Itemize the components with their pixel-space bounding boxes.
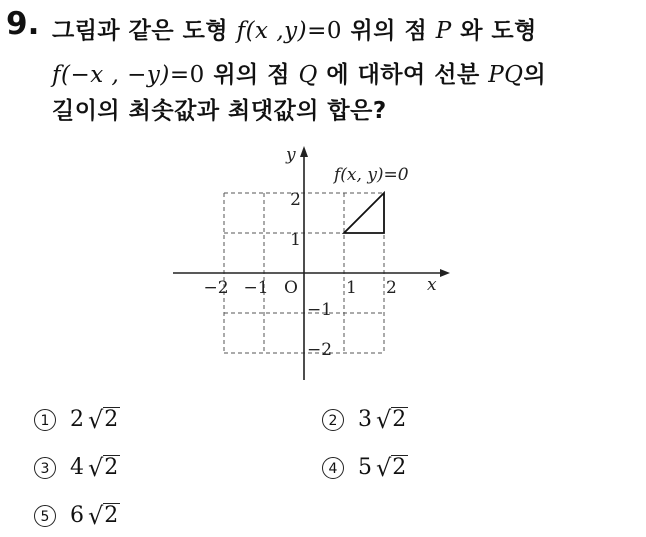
question-line-2 (52, 56, 546, 89)
function-label: f(x, y)=0 (334, 165, 409, 185)
question-line-1 (52, 12, 537, 45)
choice-number: 4 (322, 457, 344, 479)
choice-1[interactable] (34, 407, 120, 432)
x-axis-label: x (427, 275, 437, 295)
question-text: 에 대하여 선분 (317, 62, 489, 88)
question-number: 9. (6, 6, 40, 42)
x-tick-label: 1 (346, 278, 357, 298)
math-equals: =0 (169, 62, 205, 88)
y-tick-label: 2 (290, 190, 301, 210)
choice-coefficient: 2 (70, 407, 84, 432)
x-tick-label: −1 (243, 278, 269, 298)
sqrt-icon: √ 2 (88, 405, 119, 434)
y-tick-label: 1 (290, 230, 301, 250)
tick-labels (203, 190, 396, 360)
choice-4[interactable] (322, 455, 408, 480)
choice-number: 3 (34, 457, 56, 479)
choice-number: 5 (34, 505, 56, 527)
point-q: Q (298, 62, 318, 88)
x-tick-label: 2 (386, 278, 397, 298)
choice-radicand: 2 (104, 455, 119, 481)
question-text: 의 (523, 62, 547, 88)
sqrt-icon: √ 2 (376, 405, 407, 434)
choice-radicand: 2 (104, 407, 119, 433)
choice-3[interactable] (34, 455, 120, 480)
choice-5[interactable] (34, 503, 120, 528)
question-text: 와 도형 (451, 18, 537, 44)
sqrt-icon: √ 2 (88, 501, 119, 530)
y-axis-arrow-icon (300, 146, 308, 157)
sqrt-icon: √ 2 (88, 453, 119, 482)
math-args: (−x , −y) (61, 62, 170, 88)
choice-radicand: 2 (392, 407, 407, 433)
choice-number: 1 (34, 409, 56, 431)
question-line-3: 길이의 최솟값과 최댓값의 합은? (52, 98, 387, 124)
y-tick-label: −2 (307, 340, 333, 360)
y-axis-label: y (286, 145, 296, 165)
choice-number: 2 (322, 409, 344, 431)
choice-radicand: 2 (104, 503, 119, 529)
x-axis-arrow-icon (440, 269, 450, 277)
triangle-shape (344, 193, 384, 233)
choice-2[interactable] (322, 407, 408, 432)
math-args: (x ,y) (245, 18, 308, 44)
math-function: f (236, 18, 246, 44)
question-text: 위의 점 (204, 62, 299, 88)
math-function: f (52, 62, 62, 88)
choice-coefficient: 6 (70, 503, 84, 528)
choice-radicand: 2 (392, 455, 407, 481)
segment-pq: PQ (488, 62, 524, 88)
choice-coefficient: 4 (70, 455, 84, 480)
math-equals: =0 (307, 18, 343, 44)
point-p: P (435, 18, 452, 44)
origin-label: O (284, 278, 298, 298)
question-text: 그림과 같은 도형 (52, 18, 237, 44)
sqrt-icon: √ 2 (376, 453, 407, 482)
y-tick-label: −1 (307, 300, 333, 320)
choice-coefficient: 3 (358, 407, 372, 432)
choice-coefficient: 5 (358, 455, 372, 480)
question-text: 위의 점 (342, 18, 436, 44)
x-tick-label: −2 (203, 278, 229, 298)
coordinate-graph (168, 140, 458, 385)
